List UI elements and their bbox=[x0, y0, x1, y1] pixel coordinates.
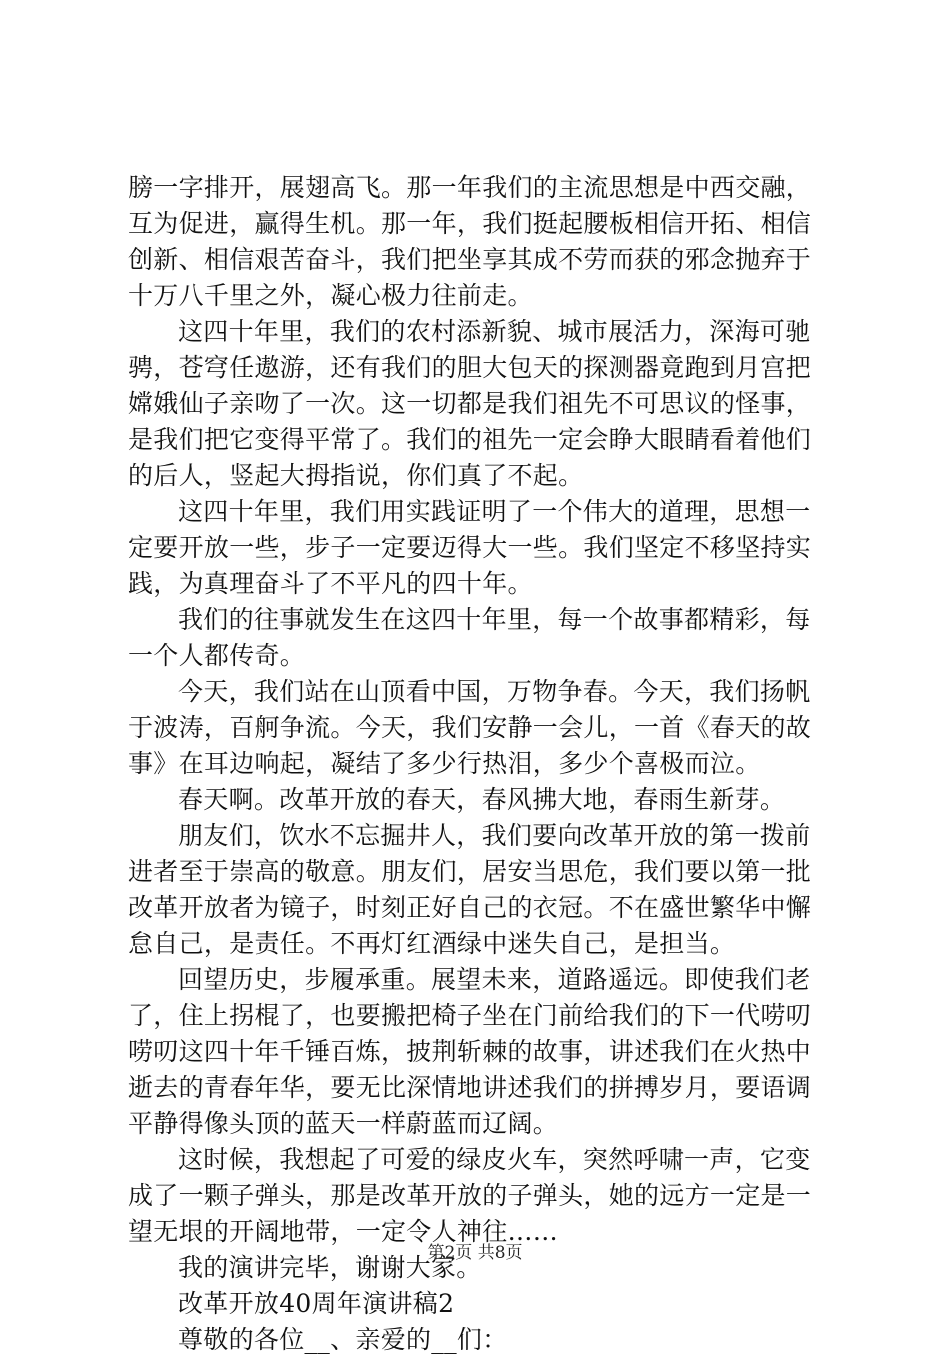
text-line: 一个人都传奇。 bbox=[128, 641, 306, 670]
text-line: 创新、相信艰苦奋斗，我们把坐享其成不劳而获的邪念抛弃于 bbox=[128, 245, 812, 274]
paragraph-start-line: 这四十年里，我们用实践证明了一个伟大的道理，思想一 bbox=[178, 497, 811, 526]
paragraph-start-line: 这四十年里，我们的农村添新貌、城市展活力，深海可驰 bbox=[178, 317, 811, 346]
text-line: 平静得像头顶的蓝天一样蔚蓝而辽阔。 bbox=[128, 1109, 559, 1138]
paragraph-start-line: 今天，我们站在山顶看中国，万物争春。今天，我们扬帆 bbox=[178, 677, 811, 706]
closing-line: 我的演讲完毕，谢谢大家。 bbox=[178, 1253, 482, 1282]
text-line: 事》在耳边响起，凝结了多少行热泪，多少个喜极而泣。 bbox=[128, 749, 761, 778]
text-line: 唠叨这四十年千锤百炼，披荆斩棘的故事，讲述我们在火热中 bbox=[128, 1037, 812, 1066]
salutation-line: 尊敬的各位__、亲爱的__们： bbox=[178, 1325, 508, 1354]
text-line: 于波涛，百舸争流。今天，我们安静一会儿，一首《春天的故 bbox=[128, 713, 812, 742]
page-footer bbox=[0, 1238, 950, 1263]
text-line: 成了一颗子弹头，那是改革开放的子弹头，她的远方一定是一 bbox=[128, 1181, 812, 1210]
text-line: 互为促进，赢得生机。那一年，我们挺起腰板相信开拓、相信 bbox=[128, 209, 812, 238]
document-body bbox=[128, 170, 830, 1358]
text-line: 十万八千里之外，凝心极力往前走。 bbox=[128, 281, 533, 310]
text-line: 望无垠的开阔地带，一定令人神往…… bbox=[128, 1217, 559, 1246]
page-number: 第2页 共8页 bbox=[427, 1243, 523, 1263]
paragraph-start-line: 我们的往事就发生在这四十年里，每一个故事都精彩，每 bbox=[178, 605, 811, 634]
text-line: 是我们把它变得平常了。我们的祖先一定会睁大眼睛看着他们 bbox=[128, 425, 812, 454]
text-line: 怠自己，是责任。不再灯红酒绿中迷失自己，是担当。 bbox=[128, 929, 736, 958]
text-line: 骋，苍穹任遨游，还有我们的胆大包天的探测器竟跑到月宫把 bbox=[128, 353, 812, 382]
text-line: 践，为真理奋斗了不平凡的四十年。 bbox=[128, 569, 533, 598]
paragraph-start-line: 回望历史，步履承重。展望未来，道路遥远。即使我们老 bbox=[178, 965, 811, 994]
text-line: 改革开放者为镜子，时刻正好自己的衣冠。不在盛世繁华中懈 bbox=[128, 893, 812, 922]
text-line: 定要开放一些，步子一定要迈得大一些。我们坚定不移坚持实 bbox=[128, 533, 812, 562]
text-line: 了，住上拐棍了，也要搬把椅子坐在门前给我们的下一代唠叨 bbox=[128, 1001, 812, 1030]
paragraph-start-line: 这时候，我想起了可爱的绿皮火车，突然呼啸一声，它变 bbox=[178, 1145, 811, 1174]
paragraph-start-line: 朋友们，饮水不忘掘井人，我们要向改革开放的第一拨前 bbox=[178, 821, 811, 850]
text-line: 的后人，竖起大拇指说，你们真了不起。 bbox=[128, 461, 584, 490]
text-line: 膀一字排开，展翅高飞。那一年我们的主流思想是中西交融， bbox=[128, 173, 812, 202]
text-line: 进者至于崇高的敬意。朋友们，居安当思危，我们要以第一批 bbox=[128, 857, 812, 886]
section-title: 改革开放40周年演讲稿2 bbox=[178, 1289, 455, 1318]
paragraph-start-line: 春天啊。改革开放的春天，春风拂大地，春雨生新芽。 bbox=[178, 785, 786, 814]
text-line: 逝去的青春年华，要无比深情地讲述我们的拼搏岁月，要语调 bbox=[128, 1073, 812, 1102]
text-line: 嫦娥仙子亲吻了一次。这一切都是我们祖先不可思议的怪事， bbox=[128, 389, 812, 418]
